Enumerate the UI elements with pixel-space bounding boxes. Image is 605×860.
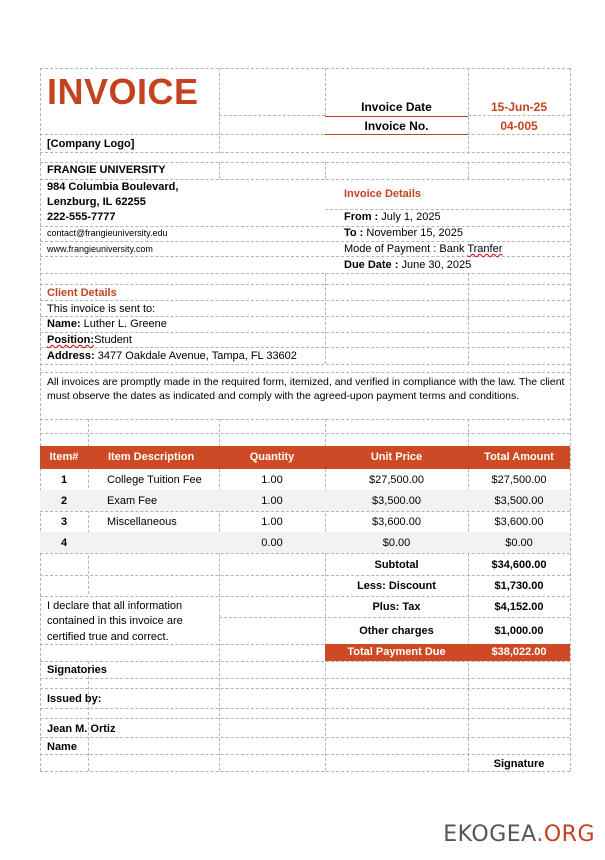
details-to [344,227,463,240]
row-2-quantity: 1.00 [261,495,283,507]
details-from-label: From : [344,211,379,223]
invoice-terms-note: All invoices are promptly made in the required form, itemized, and verified in compliance with the law. The client must observe the dates as indicated and comply with the agreed-upon payment terms and conditions. [47,376,565,402]
invoice-date-underline [325,116,468,117]
gridline [219,115,325,116]
client-position-value: Student [94,334,132,346]
header-total-amount: Total Amount [484,451,554,463]
client-address-value: 3477 Oakdale Avenue, Tampa, FL 33602 [94,350,297,362]
details-to-label: To : [344,227,364,239]
gridline [40,678,570,679]
other-charges-value: $1,000.00 [494,625,544,637]
gridline [40,575,570,576]
ekogea-watermark [443,822,595,847]
gridline [40,68,570,69]
company-email[interactable]: contact@frangieuniversity.edu [47,228,168,238]
client-name [47,318,167,331]
row-3-unit-price: $3,600.00 [372,516,421,528]
gridline [40,433,570,434]
gridline [40,553,570,554]
issued-by-label: Issued by: [47,693,102,705]
total-due-label: Total Payment Due [347,646,446,658]
header-item-number: Item# [49,451,79,463]
company-website[interactable]: www.frangieuniversity.com [47,244,153,254]
gridline [325,162,326,179]
gridline [40,68,41,771]
gridline [40,332,570,333]
issuer-name: Jean M. Ortiz [47,723,116,735]
gridline [40,162,570,163]
client-address [47,350,297,363]
details-due-label: Due Date : [344,259,399,271]
row-3-total: $3,600.00 [494,516,544,528]
row-3-description: Miscellaneous [107,516,177,528]
client-address-label: Address: [47,350,95,362]
gridline [40,771,570,772]
gridline [325,209,570,210]
discount-label: Less: Discount [357,580,436,592]
row-4-total: $0.00 [505,537,533,549]
subtotal-label: Subtotal [374,559,419,571]
gridline [325,419,326,771]
gridline [40,372,570,373]
invoice-date-value: 15-Jun-25 [490,100,548,114]
brand-main: EKOGEA [443,822,537,847]
company-name: FRANGIE UNIVERSITY [47,164,166,176]
company-address-line1: 984 Columbia Boulevard, [47,181,179,193]
client-position-label: Position: [47,334,95,346]
signature-label: Signature [493,758,545,770]
header-unit-price: Unit Price [370,451,423,463]
gridline [570,68,571,771]
gridline [40,152,570,153]
client-name-value: Luther L. Greene [80,318,167,330]
client-intro: This invoice is sent to: [47,303,156,315]
header-quantity: Quantity [249,451,295,463]
details-due-value: June 30, 2025 [398,259,472,271]
row-2-item: 2 [60,495,68,507]
details-from [344,211,441,224]
gridline [40,737,570,738]
name-label: Name [47,741,77,753]
gridline [40,300,570,301]
gridline [40,241,570,242]
invoice-date-label: Invoice Date [361,100,432,114]
gridline [40,134,570,135]
row-1-total: $27,500.00 [491,474,547,486]
invoice-number-value: 04-005 [500,119,538,133]
invoice-number-underline [325,134,468,135]
gridline [40,688,570,689]
gridline [40,273,570,274]
declaration-line1: I declare that all information [47,600,183,612]
row-4-item: 4 [60,537,68,549]
details-from-value: July 1, 2025 [378,211,441,223]
gridline [40,316,570,317]
gridline [468,162,469,179]
subtotal-value: $34,600.00 [491,559,547,571]
row-2-description: Exam Fee [107,495,158,507]
tax-label: Plus: Tax [372,601,421,613]
gridline [219,617,570,618]
gridline [219,68,220,154]
gridline [468,115,570,116]
other-charges-label: Other charges [359,625,434,637]
company-logo-placeholder: [Company Logo] [47,138,135,150]
gridline [219,419,220,771]
row-1-item: 1 [60,474,68,486]
gridline [40,708,570,709]
details-due [344,259,471,272]
gridline [219,162,220,179]
declaration-line3: certified true and correct. [47,631,169,643]
total-due-value: $38,022.00 [491,646,547,658]
gridline [325,273,326,364]
invoice-number-label: Invoice No. [364,119,429,133]
gridline [40,596,570,597]
gridline [40,718,570,719]
invoice-title: INVOICE [47,71,199,112]
company-address-line2: Lenzburg, IL 62255 [47,196,146,208]
details-to-value: November 15, 2025 [363,227,464,239]
gridline [40,179,570,180]
row-2-unit-price: $3,500.00 [372,495,421,507]
header-item-description: Item Description [108,451,195,463]
details-payment-mode [344,243,502,256]
gridline [468,273,469,364]
gridline [40,419,570,420]
details-payment-mode-word: Tranfer [467,243,503,255]
gridline [40,256,570,257]
brand-suffix: .ORG [536,822,595,847]
row-1-description: College Tuition Fee [107,474,202,486]
gridline [40,661,570,662]
invoice-details-heading: Invoice Details [344,188,422,200]
row-3-quantity: 1.00 [261,516,283,528]
row-3-item: 3 [60,516,68,528]
tax-value: $4,152.00 [494,601,544,613]
details-payment-mode-text: Mode of Payment : Bank [344,243,468,255]
client-position [47,334,132,347]
client-details-heading: Client Details [47,287,117,299]
row-4-quantity: 0.00 [261,537,283,549]
discount-value: $1,730.00 [494,580,544,592]
gridline [468,419,469,771]
gridline [40,284,570,285]
client-name-label: Name: [47,318,81,330]
gridline [40,347,570,348]
signatories-heading: Signatories [47,664,107,676]
gridline [88,661,89,771]
gridline [40,754,570,755]
gridline [40,511,570,512]
company-phone: 222-555-7777 [47,211,116,223]
row-1-unit-price: $27,500.00 [368,474,425,486]
row-4-unit-price: $0.00 [382,537,411,549]
gridline [40,364,570,365]
row-2-total: $3,500.00 [494,495,544,507]
row-1-quantity: 1.00 [261,474,283,486]
declaration-line2: contained in this invoice are [47,615,183,627]
